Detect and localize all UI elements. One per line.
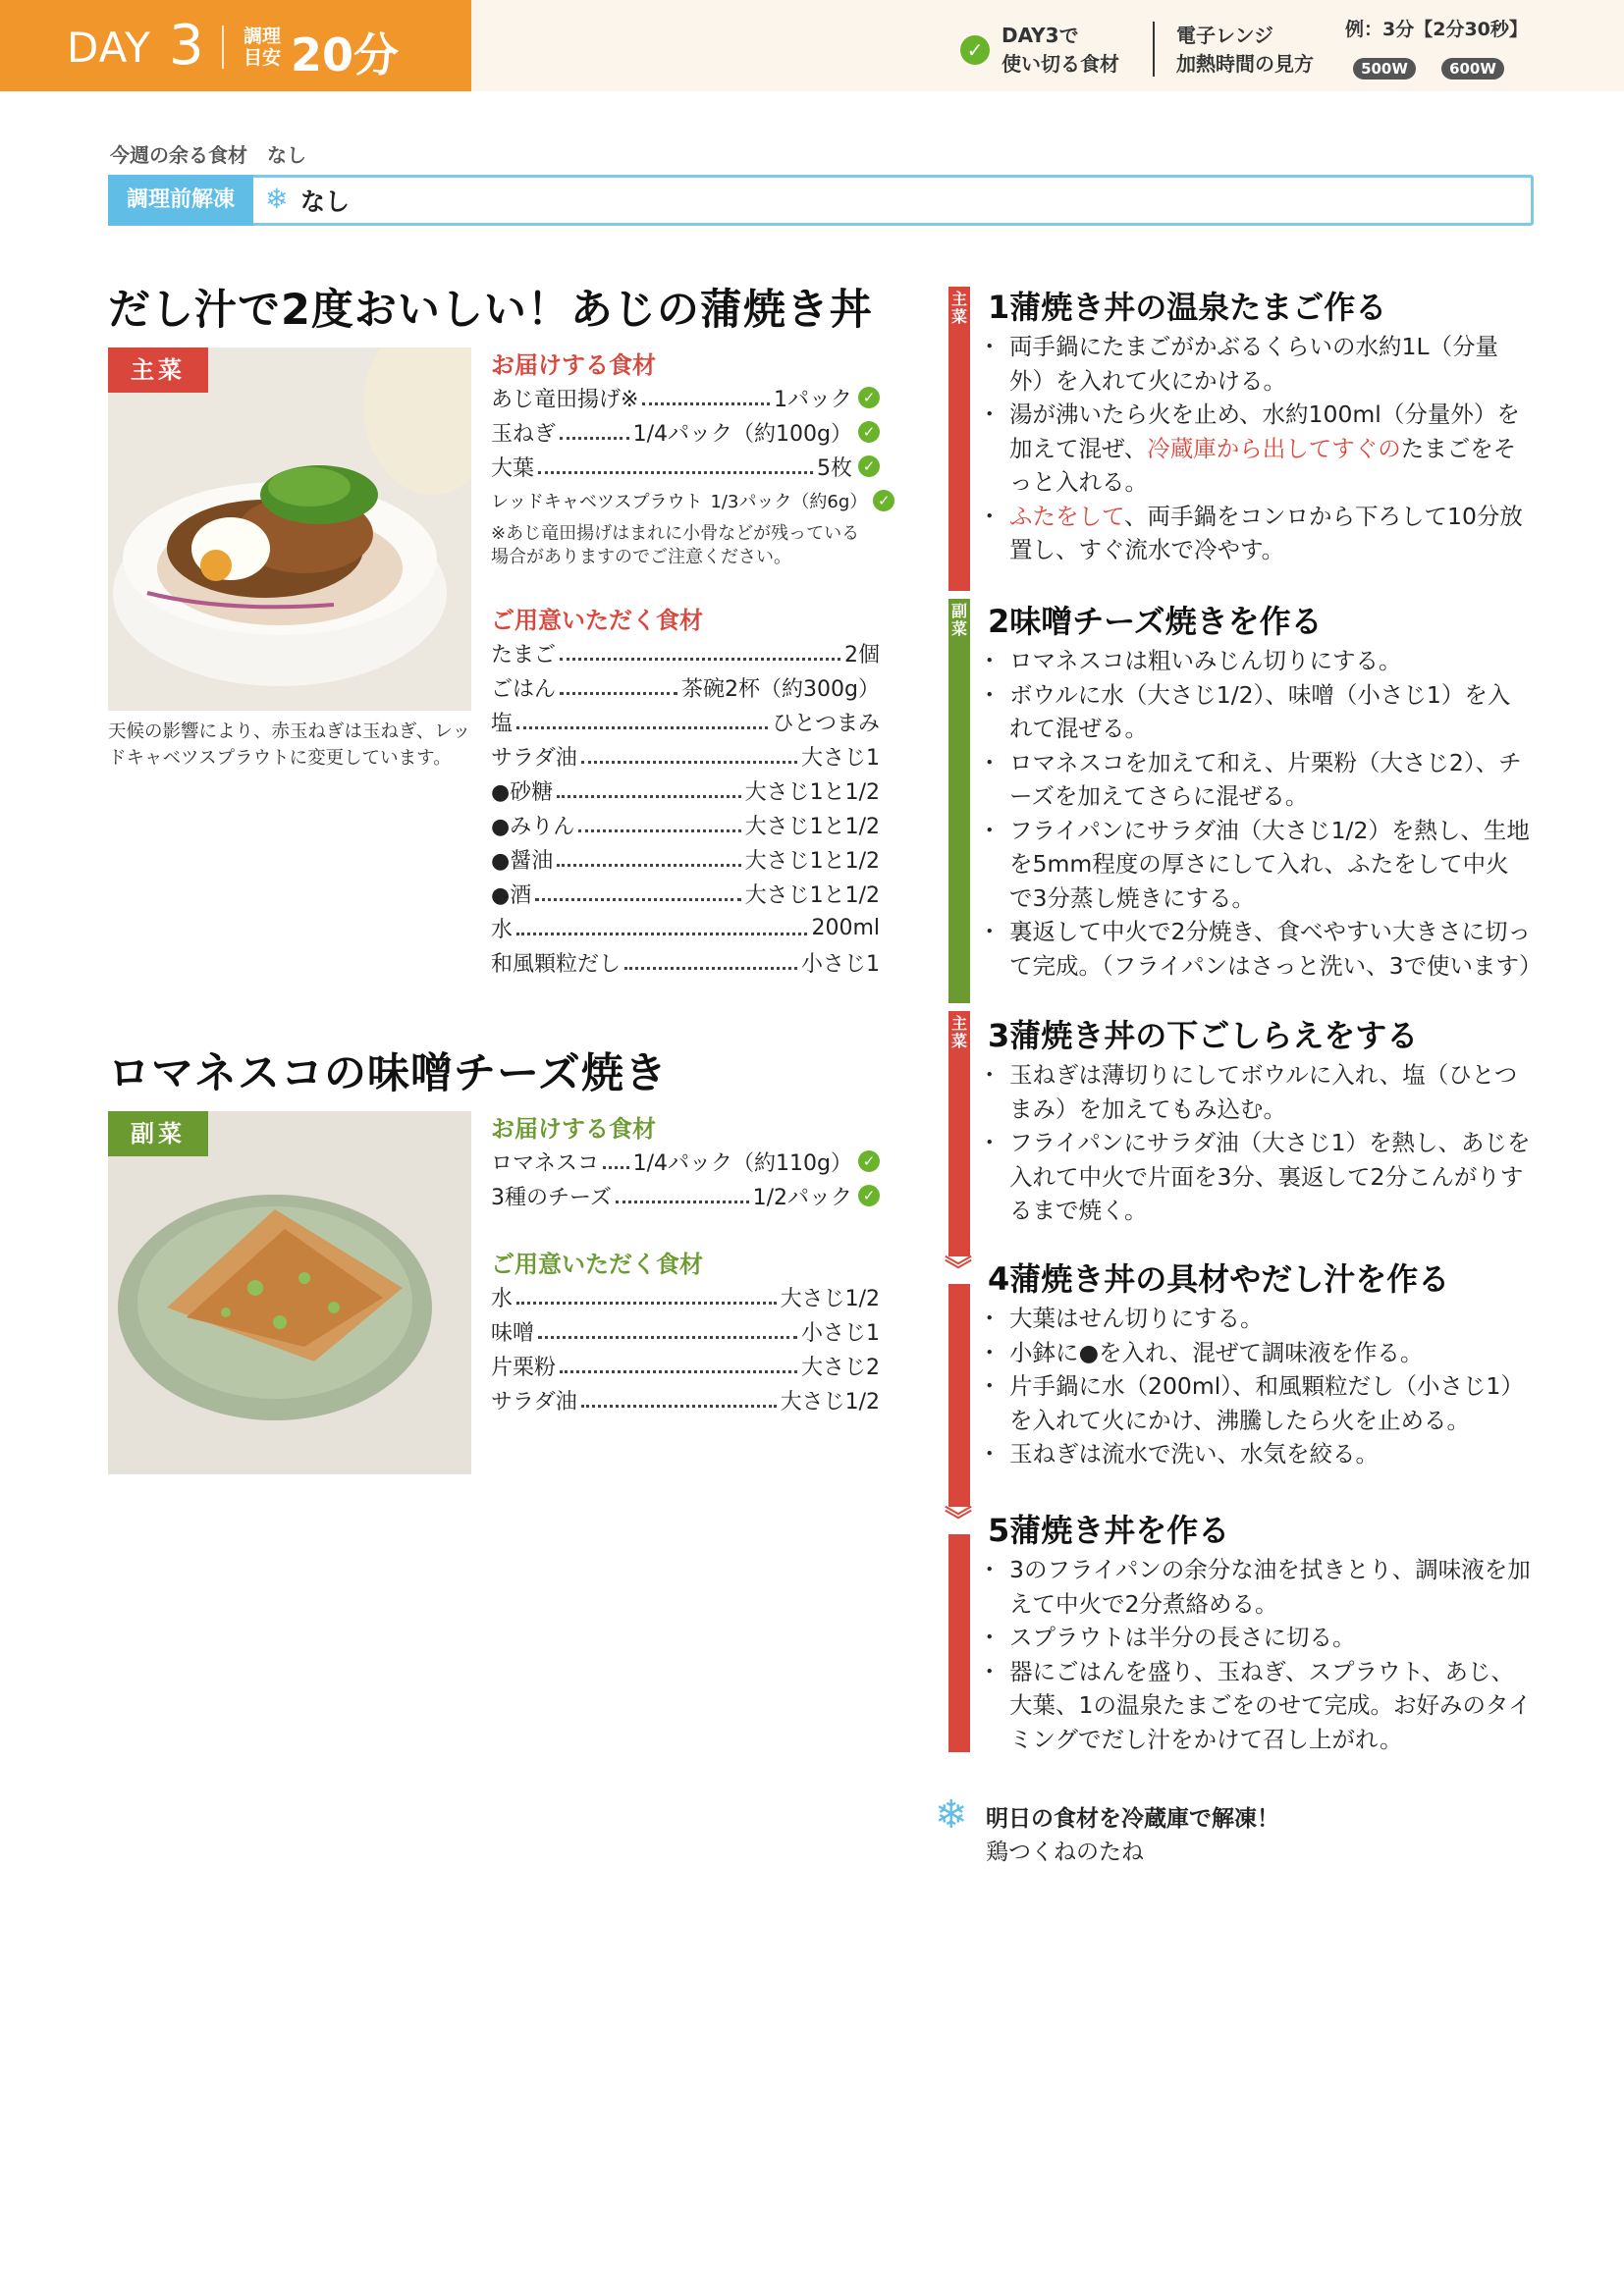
main-dish-badge: 主菜 [108,347,208,393]
main-prepare-heading: ご用意いただく食材 [491,607,703,634]
step-tab-label: 主菜 [950,290,967,326]
thaw-label: 調理前解凍 [108,175,253,226]
step-tab-side [948,599,970,1003]
ingredient-row: ロマネスコ 1/4パック（約110g） ✓ [491,1145,880,1178]
step-item: ・ 玉ねぎは薄切りにしてボウルに入れ、塩（ひとつまみ）を加えてもみ込む。 [982,1058,1532,1126]
check-circle-icon: ✓ [858,1150,880,1172]
step-list [982,1302,1532,1471]
time-label: 調理 目安 [244,26,282,69]
step-item: ・ 大葉はせん切りにする。 [982,1302,1532,1336]
step-item: ・ フライパンにサラダ油（大さじ1/2）を熱し、生地を5mm程度の厚さにして入れ、ふたをして中火で3分蒸し焼きにする。 [982,814,1532,916]
step-item: ・ ロマネスコを加えて和え、片栗粉（大さじ2）、チーズを加えてさらに混ぜる。 [982,746,1532,814]
banner-divider [222,26,224,69]
check-circle-icon: ✓ [858,455,880,477]
ingredient-row: 味噌 小さじ1 [491,1320,880,1346]
ingredient-row: 水 大さじ1/2 [491,1286,880,1311]
ingredient-row: サラダ油 大さじ1/2 [491,1389,880,1415]
pill-500w: 500W [1353,58,1416,80]
snowflake-icon: ❄ [935,1792,968,1838]
header-separator [1153,22,1155,77]
step-item: ・ スプラウトは半分の長さに切る。 [982,1621,1532,1655]
step-item: ・ 小鉢に●を入れ、混ぜて調味液を作る。 [982,1336,1532,1370]
ingredient-row: ●醤油 大さじ1と1/2 [491,848,880,874]
ingredient-row: サラダ油 大さじ1 [491,745,880,771]
check-circle-icon: ✓ [858,421,880,443]
main-delivered-heading: お届けする食材 [491,351,656,379]
microwave-example: 例：3分【2分30秒】 [1345,19,1528,40]
ingredient-row: 塩 ひとつまみ [491,711,880,736]
ingredient-row: 玉ねぎ 1/4パック（約100g） ✓ [491,415,880,449]
chevron-down-icon: ︾ [945,1504,973,1536]
step-list [982,1553,1532,1756]
step-tab-main [948,287,970,591]
step-tab-main [948,1011,970,1752]
ingredient-row: 水 200ml [491,915,880,942]
step-item: ・ 湯が沸いたら火を止め、水約100ml（分量外）を加えて混ぜ、冷蔵庫から出してすぐのたまごをそっと入れる。 [982,398,1532,500]
ingredient-row: ごはん 茶碗2杯（約300g） [491,676,880,702]
ingredient-row: 大葉 5枚 ✓ [491,450,880,483]
check-circle-icon: ✓ [858,1185,880,1206]
day-number: 3 [169,14,204,78]
check-circle-icon: ✓ [873,490,894,511]
step-title: 5蒲焼き丼を作る [988,1512,1230,1549]
step-title: 3蒲焼き丼の下ごしらえをする [988,1017,1419,1054]
tomorrow-heading: 明日の食材を冷蔵庫で解凍！ [986,1806,1279,1832]
main-dish-photo-caption: 天候の影響により、赤玉ねぎは玉ねぎ、レッドキャベツスプラウトに変更しています。 [108,721,471,769]
ingredient-row: ●みりん 大さじ1と1/2 [491,814,880,839]
step-tab-label: 主菜 [950,1014,967,1050]
step-item: ・ 器にごはんを盛り、玉ねぎ、スプラウト、あじ、大葉、1の温泉たまごをのせて完成。お好みのタイミングでだし汁をかけて召し上がれ。 [982,1655,1532,1757]
step-item: ・ 両手鍋にたまごがかぶるくらいの水約1L（分量外）を入れて火にかける。 [982,330,1532,398]
step-item: ・ 片手鍋に水（200ml）、和風顆粒だし（小さじ1）を入れて火にかけ、沸騰したら火を止める。 [982,1369,1532,1437]
step-item: ・ ふたをして、両手鍋をコンロから下ろして10分放置し、すぐ流水で冷やす。 [982,500,1532,567]
day-label: DAY [67,24,151,72]
step-item: ・ 裏返して中火で2分焼き、食べやすい大きさに切って完成。（フライパンはさっと洗い、3で使います） [982,915,1532,983]
side-prepare-heading: ご用意いただく食材 [491,1251,703,1278]
step-item: ・ 3のフライパンの余分な油を拭きとり、調味液を加えて中火で2分煮絡める。 [982,1553,1532,1621]
pill-600w: 600W [1441,58,1504,80]
step-list [982,1058,1532,1228]
ingredient-row: 片栗粉 大さじ2 [491,1355,880,1380]
side-dish-title: ロマネスコの味噌チーズ焼き [108,1049,668,1098]
step-item: ・ フライパンにサラダ油（大さじ1）を熱し、あじを入れて中火で片面を3分、裏返して2分こんがりするまで焼く。 [982,1126,1532,1228]
main-dish-photo [108,347,471,711]
check-circle-icon: ✓ [858,387,880,408]
ingredient-row: ●砂糖 大さじ1と1/2 [491,779,880,805]
step-item: ・ 玉ねぎは流水で洗い、水気を絞る。 [982,1437,1532,1471]
tomorrow-item: 鶏つくねのたね [986,1840,1144,1865]
step-title: 2味噌チーズ焼きを作る [988,603,1323,640]
chevron-down-icon: ︾ [945,1254,973,1286]
leftover-note: 今週の余る食材 なし [110,143,306,167]
step-title: 1蒲焼き丼の温泉たまご作る [988,289,1387,326]
ingredient-row: たまご 2個 [491,642,880,667]
check-circle-icon: ✓ [960,35,990,65]
step-title: 4蒲焼き丼の具材やだし汁を作る [988,1260,1450,1298]
step-list [982,644,1543,983]
side-delivered-heading: お届けする食材 [491,1115,656,1143]
side-dish-photo [108,1111,471,1474]
side-dish-badge: 副菜 [108,1111,208,1156]
ingredient-row: レッドキャベツスプラウト 1/3パック（約6g） ✓ [491,484,880,517]
ingredient-row: 3種のチーズ 1/2パック ✓ [491,1179,880,1212]
step-list [982,330,1532,567]
ingredient-note: ※あじ竜田揚げはまれに小骨などが残っている場合がありますのでご注意ください。 [491,523,860,567]
thaw-value: なし [300,187,351,216]
main-dish-title: だし汁で2度おいしい！あじの蒲焼き丼 [108,286,873,335]
step-tab-label: 副菜 [950,602,967,638]
ingredient-row: 和風顆粒だし 小さじ1 [491,951,880,977]
ingredient-row: ●酒 大さじ1と1/2 [491,882,880,908]
step-item: ・ ボウルに水（大さじ1/2）、味噌（小さじ1）を入れて混ぜる。 [982,678,1532,746]
ingredient-row: あじ竜田揚げ※ 1パック ✓ [491,381,880,414]
microwave-legend: 電子レンジ 加熱時間の見方 [1176,24,1314,76]
time-value: 20分 [291,28,400,81]
day-banner [0,0,471,91]
snowflake-icon: ❄ [265,183,289,215]
use-up-legend: DAY3で 使い切る食材 [1001,24,1119,76]
step-item: ・ ロマネスコは粗いみじん切りにする。 [982,644,1532,678]
